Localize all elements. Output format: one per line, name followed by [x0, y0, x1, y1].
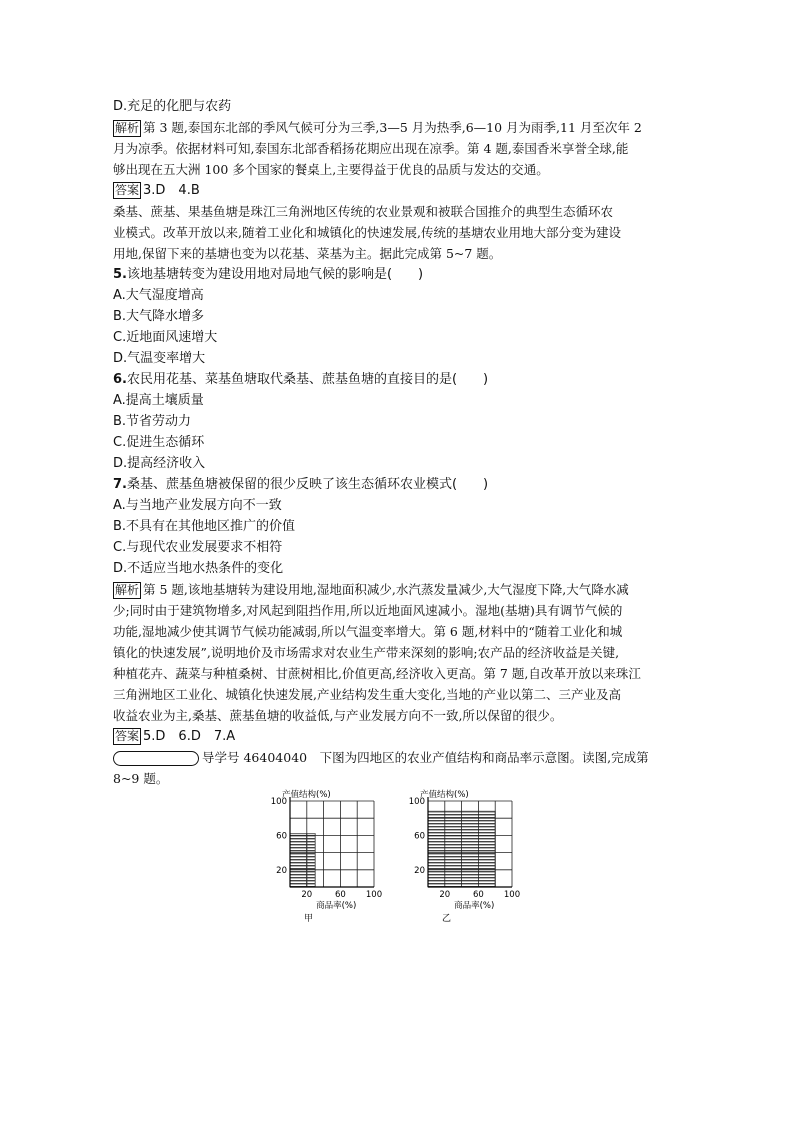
analysis-line: 少;同时由于建筑物增多,对风起到阻挡作用,所以近地面风速减小。湿地(基塘)具有调节气候的: [113, 603, 623, 618]
question-6: [113, 369, 683, 474]
option-d-fertilizer: D.充足的化肥与农药: [113, 99, 232, 114]
analysis-5-7: [113, 579, 683, 726]
material-line: 业模式。改革开放以来,随着工业化和城镇化的快速发展,传统的基塘农业用地大部分变为建设: [113, 225, 621, 240]
question-5: [113, 264, 683, 369]
option-a: A.与当地产业发展方向不一致: [113, 498, 282, 513]
chart0-x-tick-label: 100: [365, 890, 383, 900]
material-paragraph: [113, 201, 683, 264]
chart0-x-axis-label: 商品率(%): [316, 901, 357, 911]
agriculture-charts: [270, 787, 550, 927]
chart1-y-tick-label: 100: [408, 797, 425, 807]
option-d: D.气温变率增大: [113, 351, 206, 366]
chart0-y-tick-label: 60: [276, 831, 287, 842]
question-number: 5.: [113, 267, 127, 282]
material-line: 用地,保留下来的基塘也变为以花基、菜基为主。据此完成第 5~7 题。: [113, 246, 502, 261]
analysis-line: 三角洲地区工业化、城镇化快速发展,产业结构发生重大变化,当地的产业以第二、三产业及高: [113, 687, 621, 702]
chart1-y-tick-label: 60: [414, 831, 425, 842]
question-7: [113, 474, 683, 579]
answer-text: 3.D 4.B: [143, 183, 200, 198]
material-line: 桑基、蔗基、果基鱼塘是珠江三角洲地区传统的农业景观和被联合国推介的典型生态循环农: [113, 204, 614, 219]
option-b: B.大气降水增多: [113, 309, 205, 324]
answer-3-4: [113, 180, 683, 201]
charts-area: [270, 787, 550, 927]
intro-line: 8~9 题。: [113, 771, 169, 786]
answer-tag: 答案: [115, 729, 140, 743]
chart0-x-tick-label: 20: [301, 890, 313, 900]
analysis-line: 第 3 题,泰国东北部的季风气候可分为三季,3—5 月为热季,6—10 月为雨季,11 月至次年 2: [143, 120, 642, 135]
chart1-x-tick-label: 20: [439, 890, 451, 900]
intro-8-9: [113, 747, 683, 789]
chart1-y-axis-label: 产值结构(%): [420, 790, 469, 800]
option-b: B.不具有在其他地区推广的价值: [113, 519, 296, 534]
question-stem: 农民用花基、菜基鱼塘取代桑基、蔗基鱼塘的直接目的是( ): [126, 372, 489, 387]
chart1-x-tick-label: 60: [472, 890, 484, 900]
question-stem: 该地基塘转变为建设用地对局地气候的影响是( ): [126, 267, 424, 282]
analysis-line: 够出现在五大洲 100 多个国家的餐桌上,主要得益于优良的品质与发达的交通。: [113, 162, 549, 177]
analysis-tag: 解析: [115, 121, 140, 135]
chart1-y-tick-label: 20: [414, 865, 425, 876]
chart1-caption: 乙: [441, 914, 451, 924]
chart0-x-tick-label: 60: [334, 890, 346, 900]
analysis-line: 第 5 题,该地基塘转为建设用地,湿地面积减少,水汽蒸发量减少,大气湿度下降,大气降水减: [143, 582, 629, 597]
chart0-caption: 甲: [303, 914, 313, 924]
chart0-y-tick-label: 100: [270, 797, 287, 807]
answer-5-7: [113, 726, 683, 747]
intro-line: 导学号 46404040 下图为四地区的农业产值结构和商品率示意图。读图,完成第: [202, 750, 649, 765]
option-a: A.大气湿度增高: [113, 288, 204, 303]
option-d: D.提高经济收入: [113, 456, 206, 471]
option-c: C.近地面风速增大: [113, 330, 218, 345]
chart0-bar-0: [290, 834, 307, 887]
option-c: C.促进生态循环: [113, 435, 205, 450]
option-a: A.提高土壤质量: [113, 393, 204, 408]
analysis-line: 收益农业为主,桑基、蔗基鱼塘的收益低,与产业发展方向不一致,所以保留的很少。: [113, 708, 563, 723]
chart0-y-tick-label: 20: [276, 865, 287, 876]
question-stem: 桑基、蔗基鱼塘被保留的很少反映了该生态循环农业模式( ): [126, 477, 489, 492]
option-c: C.与现代农业发展要求不相符: [113, 540, 283, 555]
analysis-line: 功能,湿地减少使其调节气候功能减弱,所以气温变率增大。第 6 题,材料中的“随着工业化和城: [113, 624, 623, 639]
answer-text: 5.D 6.D 7.A: [143, 729, 236, 744]
analysis-line: 月为凉季。依据材料可知,泰国东北部香稻扬花期应出现在凉季。第 4 题,泰国香米享誉全球,能: [113, 141, 629, 156]
guide-badge-shape: [113, 751, 199, 766]
question-number: 6.: [113, 372, 127, 387]
question-number: 7.: [113, 477, 127, 492]
chart1-x-tick-label: 100: [503, 890, 521, 900]
chart0-y-axis-label: 产值结构(%): [282, 790, 331, 800]
chart0-bar-1: [307, 834, 315, 887]
document-page: [113, 96, 683, 789]
answer-tag: 答案: [115, 183, 140, 197]
option-d: D.不适应当地水热条件的变化: [113, 561, 284, 576]
option-b: B.节省劳动力: [113, 414, 192, 429]
analysis-line: 种植花卉、蔬菜与种植桑树、甘蔗树相比,价值更高,经济收入更高。第 7 题,自改革开放以来珠江: [113, 666, 641, 681]
analysis-tag: 解析: [115, 583, 140, 597]
analysis-3-4: [113, 117, 683, 180]
chart1-x-axis-label: 商品率(%): [454, 901, 495, 911]
analysis-line: 镇化的快速发展”,说明地价及市场需求对农业生产带来深刻的影响;农产品的经济收益是关键,: [113, 645, 620, 660]
